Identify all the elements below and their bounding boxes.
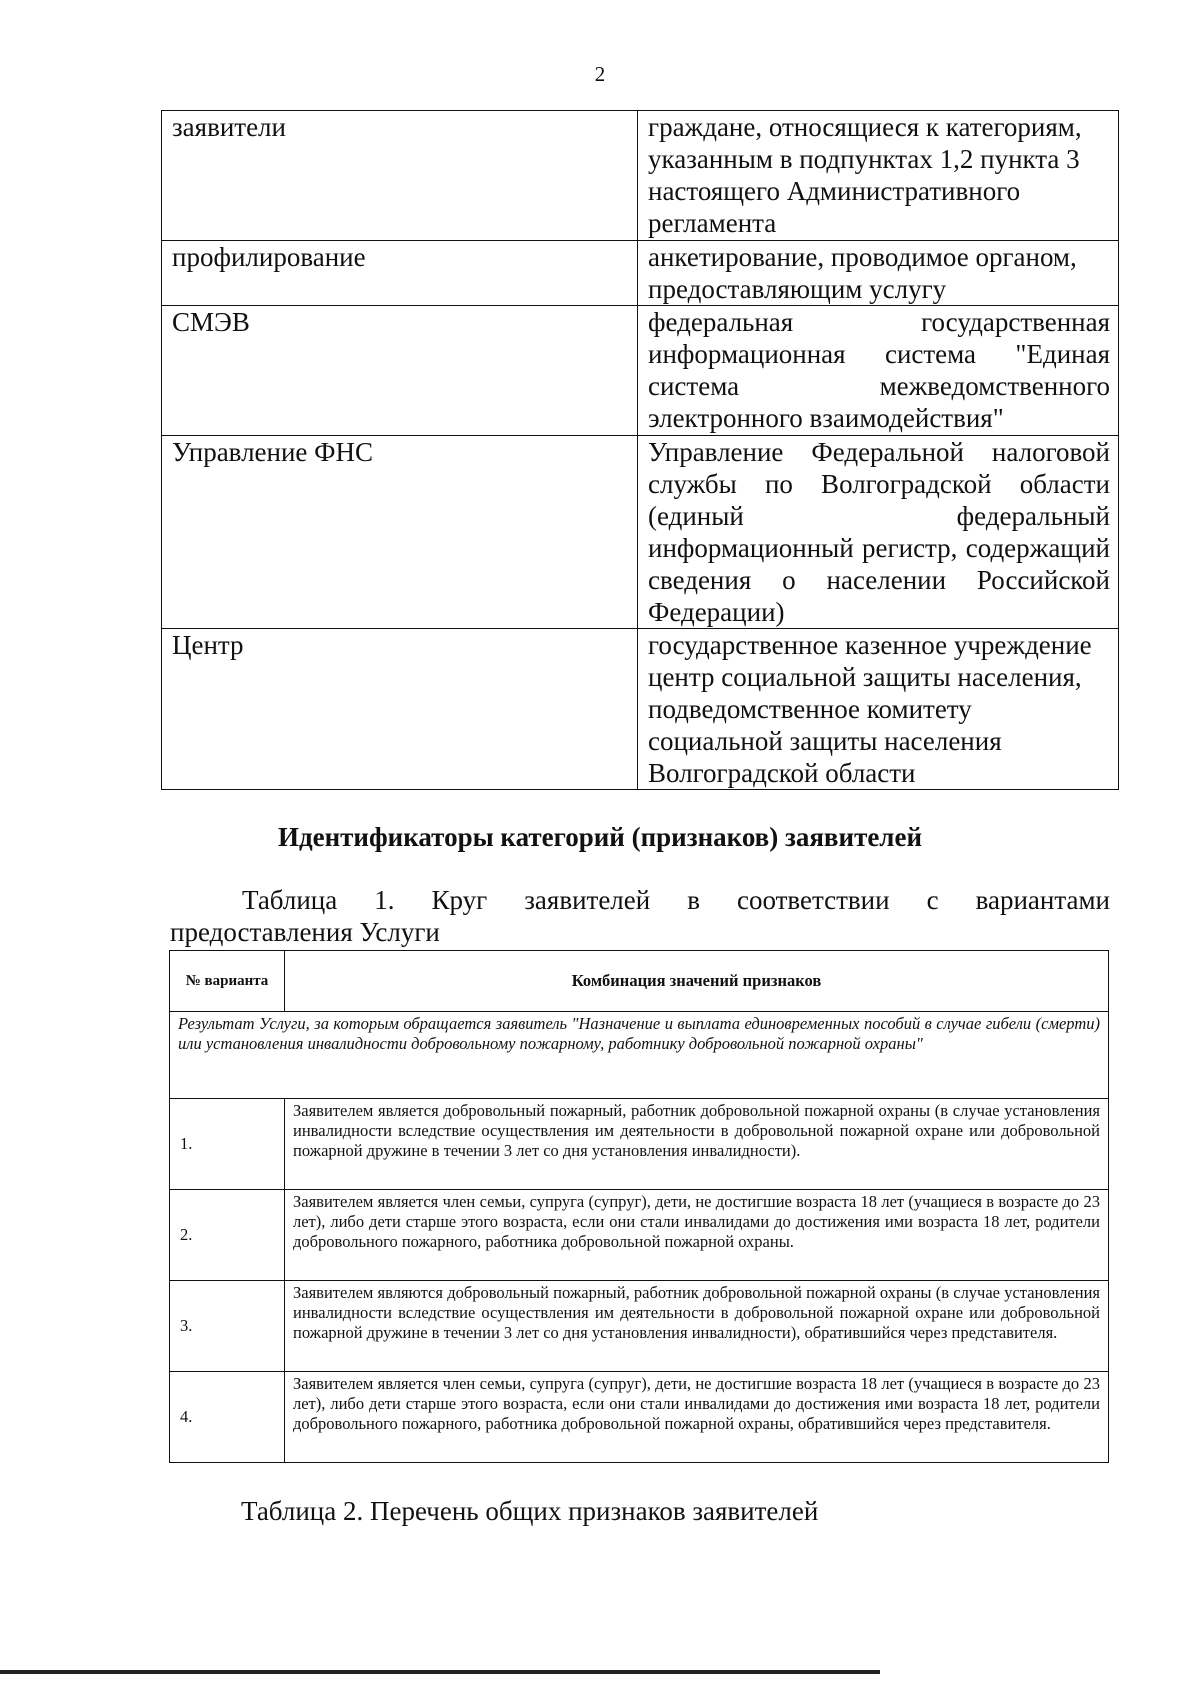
table1-caption-line1: Таблица 1. Круг заявителей в соответствии с вариантами [242, 885, 1110, 915]
definition-term: заявители [162, 111, 638, 241]
table-row [170, 1190, 1109, 1281]
definitions-table [161, 110, 1119, 790]
service-result: Результат Услуги, за которым обращается заявитель "Назначение и выплата единовременных пособий в случае гибели (смерти) или установления инвалидности добровольному пожарному, работнику добровольной пожарной охраны" [170, 1012, 1109, 1099]
variant-number: 3. [170, 1281, 285, 1372]
table2-caption: Таблица 2. Перечень общих признаков заявителей [241, 1496, 819, 1526]
page-bottom-rule [0, 1670, 880, 1674]
variant-combination: Заявителем является добровольный пожарный, работник добровольной пожарной охраны (в случае установления инвалидности вследствие осуществления им деятельности в добровольной пожарной охране или добровольной пожарной дружине в течении 3 лет со дня установления инвалидности). [285, 1099, 1109, 1190]
table-row [162, 241, 1119, 306]
table-row [162, 111, 1119, 241]
variant-number: 4. [170, 1372, 285, 1463]
table-row [170, 1099, 1109, 1190]
section-title: Идентификаторы категорий (признаков) заявителей [277, 822, 923, 852]
definition-text: граждане, относящиеся к категориям, указанным в подпунктах 1,2 пункта 3 настоящего Административного регламента [638, 111, 1119, 241]
column-header-combination: Комбинация значений признаков [285, 951, 1109, 1012]
variant-number: 2. [170, 1190, 285, 1281]
definition-text: анкетирование, проводимое органом, предоставляющим услугу [638, 241, 1119, 306]
column-header-variant-number: № варианта [170, 951, 285, 1012]
definition-term: Управление ФНС [162, 436, 638, 629]
variant-combination: Заявителем являются добровольный пожарный, работник добровольной пожарной охраны (в случае установления инвалидности вследствие осуществления им деятельности в добровольной пожарной охране или добровольной пожарной дружине в течении 3 лет со дня установления инвалидности), обратившийся через представителя. [285, 1281, 1109, 1372]
table-header-row [170, 951, 1109, 1012]
table-row [170, 1012, 1109, 1099]
page-number: 2 [594, 62, 606, 86]
definition-text: государственное казенное учреждение центр социальной защиты населения, подведомственное комитету социальной защиты населения Волгоградской области [638, 629, 1119, 790]
table1-caption-line2: предоставления Услуги [170, 917, 440, 947]
table-row [162, 629, 1119, 790]
definition-text: федеральная государственная информационная система "Единая система межведомственного электронного взаимодействия" [638, 306, 1119, 436]
definition-text: Управление Федеральной налоговой службы по Волгоградской области (единый федеральный информационный регистр, содержащий сведения о населении Российской Федерации) [638, 436, 1119, 629]
definition-term: профилирование [162, 241, 638, 306]
variant-combination: Заявителем является член семьи, супруга (супруг), дети, не достигшие возраста 18 лет (учащиеся в возрасте до 23 лет), либо дети старше этого возраста, если они стали инвалидами до достижения ими возраста 18 лет, родители добровольного пожарного, работника добровольной пожарной охраны, обратившийся через представителя. [285, 1372, 1109, 1463]
table1-caption [170, 884, 1110, 948]
definition-term: СМЭВ [162, 306, 638, 436]
table-row [162, 436, 1119, 629]
variants-table [169, 950, 1109, 1463]
variant-number: 1. [170, 1099, 285, 1190]
table-row [162, 306, 1119, 436]
table-row [170, 1372, 1109, 1463]
variant-combination: Заявителем является член семьи, супруга (супруг), дети, не достигшие возраста 18 лет (учащиеся в возрасте до 23 лет), либо дети старше этого возраста, если они стали инвалидами до достижения ими возраста 18 лет, родители добровольного пожарного, работника добровольной пожарной охраны. [285, 1190, 1109, 1281]
definition-term: Центр [162, 629, 638, 790]
table-row [170, 1281, 1109, 1372]
